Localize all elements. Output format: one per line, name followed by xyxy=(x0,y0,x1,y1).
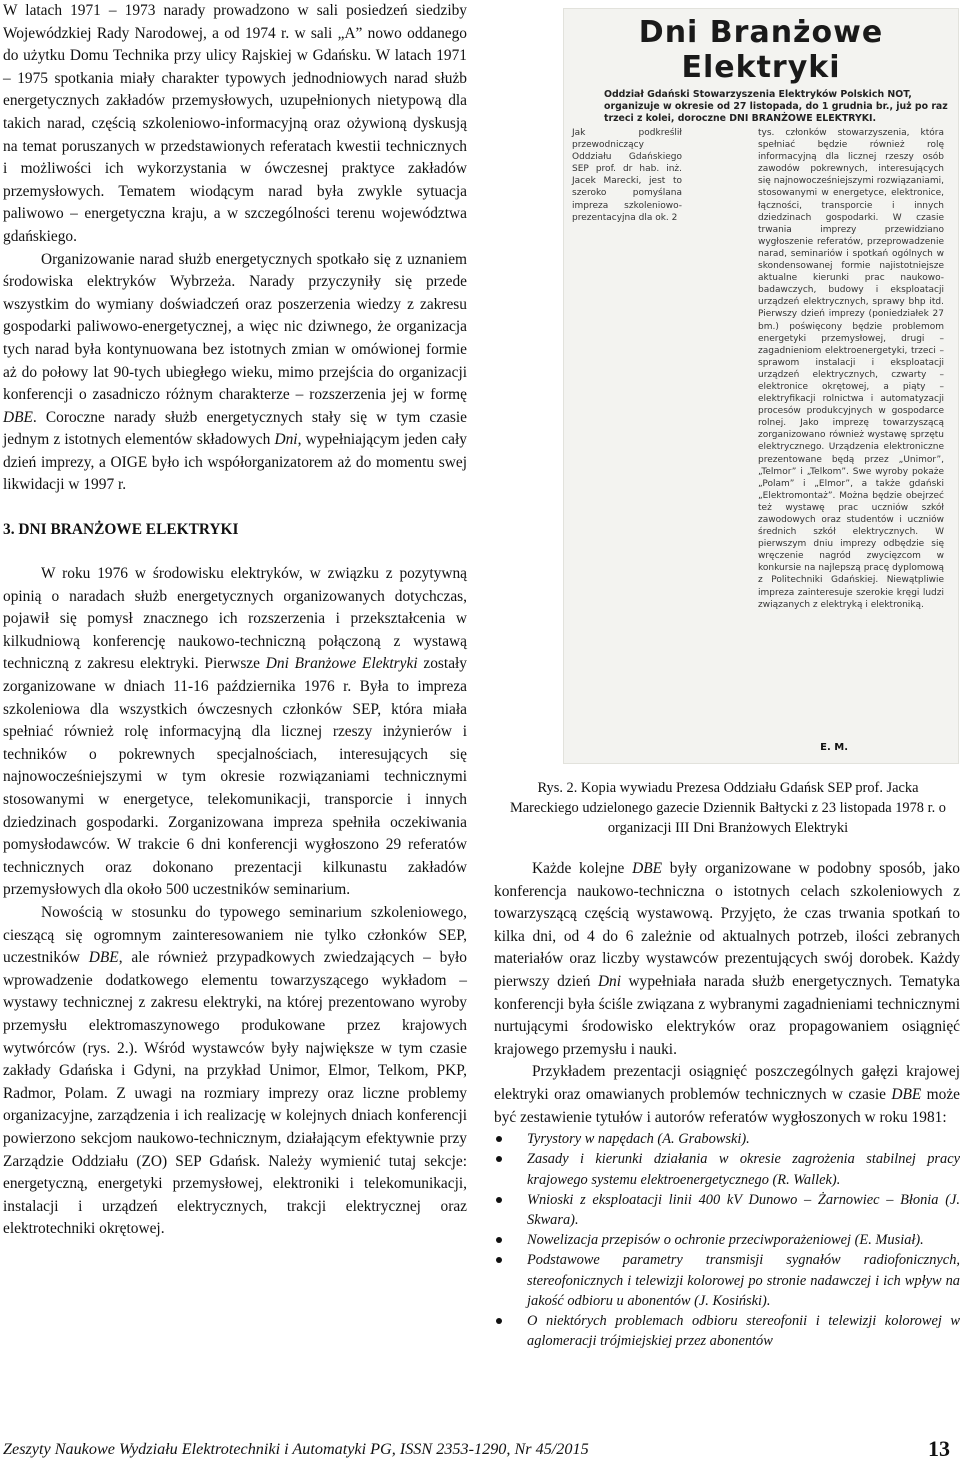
list-item-text: Podstawowe parametry transmisji sygnałów radiofonicznych, stereofonicznych i telewizji kolorowej po stronie nadawczej i ich wpływ na jakość odbioru u abonentów (J. Kosiński). xyxy=(527,1252,960,1309)
newspaper-clipping xyxy=(563,8,959,764)
bullet-list xyxy=(494,1129,960,1351)
paragraph-text: . Coroczne narady służb energetycznych stały się w tym czasie jednym z istotnych elementów składowych xyxy=(3,408,467,449)
paragraph-text: wypełniała narada służb energetycznych. Tematyka konferencji była ściśle związana z wybranymi zagadnieniami technicznymi nurtującymi środowisko elektryków oraz propagowaniem osiągnięć krajowego przemysłu i nauki. xyxy=(494,972,960,1058)
clipping-column-b: tys. członków stowarzyszenia, która spełniać będzie również rolę informacyjną dla licznej rzeszy osób zawodów pokrewnych, interesujących się najnowocześniejszymi rozwiązaniami, stosowanymi w energetyce, elektronice, łączności, transporcie i innych dziedzinach gospodarki. W czasie trwania imprezy przewidziano wygłoszenie referatów, przeprowadzenie narad, seminariów i spotkań ogólnych w skondensowanej formie najistotniejsze aktualne kierunki prac naukowo-badawczych, budowy i eksploatacji urządzeń elektrycznych, sprawy bhp itd. Pierwszy dzień imprezy (poniedziałek 27 bm.) poświęcony będzie problemom energetyki przemysłowej, drugi – zagadnieniom elektroenergetyki, trzeci – sprawom instalacji i eksploatacji urządzeń elektrycznych, czwarty – elektronice okrętowej, a piąty – elektryfikacji rolnictwa i automatyzacji procesów produkcyjnych w gospodarce rolnej. Jako imprezę towarzyszącą zorganizowano również wystawę sprzętu elektrycznego. Urządzenia elektroniczne prezentowane będą przez „Unimor”, „Telmor” i „Telkom”. Swe wyroby pokaże „Polam” i „Elmor”, a także gdański „Elektromontaż”. Można będzie obejrzeć też wystawę prac uczniów szkół zawodowych oraz studentów i uczniów średnich szkół elektrycznych. W pierwszym dniu imprezy odbędzie się wręczenie nagród zwycięzcom w konkursie na najlepszą pracę dyplomową z Politechniki Gdańskiej. Niewątpliwie impreza zainteresuje szerokie kręgi ludzi związanych z elektryką i elektroniką. xyxy=(758,128,944,610)
bullet-icon xyxy=(496,1257,502,1263)
list-item xyxy=(494,1311,960,1351)
paragraph-text: może być zestawienie tytułów i autorów referatów wygłoszonych w roku 1981: xyxy=(494,1085,960,1126)
paragraph-text: Przykładem prezentacji osiągnięć poszczególnych gałęzi krajowej elektryki oraz omawianych problemów technicznych w czasie xyxy=(494,1063,960,1103)
emphasis: Dni xyxy=(597,972,622,990)
list-item-text: O niektórych problemach odbioru stereofonii i telewizji kolorowej w aglomeracji trójmiejskiej przez abonentów xyxy=(527,1312,960,1350)
clipping-column-a: Jak podkreślił przewodniczący Oddziału Gdańskiego SEP prof. dr hab. inż. Jacek Marecki, jest to szeroko pomyślana impreza szkoleniowo-prezentacyjna dla ok. 2 xyxy=(572,128,682,223)
emphasis: DBE xyxy=(88,949,119,967)
bullet-icon xyxy=(496,1156,502,1162)
paragraph-text: Nowością w stosunku do typowego seminarium szkoleniowego, cieszącą się ogromnym zainteresowaniem nie tylko członków SEP, uczestników xyxy=(3,903,467,967)
list-item xyxy=(494,1230,960,1250)
bullet-icon xyxy=(496,1136,502,1142)
section-heading: 3. DNI BRANŻOWE ELEKTRYKI xyxy=(3,521,239,539)
list-item-text: Wnioski z eksploatacji linii 400 kV Dunowo – Żarnowiec – Błonia (J. Skwara). xyxy=(527,1191,960,1228)
paragraph-text: , ale również przypadkowych zwiedzających – było wprowadzenie dodatkowego elementu towarzyszącego wykładom – wystawy technicznej z zakresu elektryki, na której prezentowano wyroby przemysłu elektromaszynowego produkowane przez krajowych wytwórców (rys. 2.). Wśród wystawców były największe w tym czasie zakłady Gdańska i Gdyni, na przykład Unimor, Elmor, Telkom, PKP, Radmor, Polam. Z uwagi na rozmiary imprezy oraz liczne problemy organizacyjne, zarządzenia i ich realizację w kolejnych dniach konferencji powierzono sekcjom naukowo-technicznym, działającym efektywnie przy Zarządzie Oddziału (ZO) SEP Gdańsk. Należy wymienić tutaj sekcje: energetyczną, energetyki przemysłowej, elektroniki i telekomunikacji, instalacji i urządzeń elektrycznych, trakcji elektrycznej oraz elektrotechniki okrętowej. xyxy=(3,949,467,1238)
list-item-text: Zasady i kierunki działania w okresie zagrożenia stabilnej pracy krajowego systemu elektroenergetycznego (R. Wallek). xyxy=(527,1151,960,1188)
list-item xyxy=(494,1250,960,1311)
paragraph xyxy=(3,902,467,1241)
paragraph xyxy=(3,0,467,249)
list-item-text: Nowelizacja przepisów o ochronie przeciwporażeniowej (E. Musiał). xyxy=(527,1232,924,1249)
paragraph xyxy=(3,563,467,902)
paragraph-text: W latach 1971 – 1973 narady prowadzono w sali posiedzeń siedziby Wojewódzkiej Rady Narodowej, a od 1974 r. w sali „A” nowo oddanego do użytku Domu Technika przy ulicy Rajskiej w Gdańsku. W latach 1971 – 1975 spotkania miały charakter typowych jednodniowych narad służb energetycznych zakładów przemysłowych, uzupełnionych nietypową dla takich narad, częścią szkoleniowo-informacyjną oraz ożywioną dyskusją na temat poruszanych w przedstawionych referatach kwestii technicznych i możliwości ich wykorzystania w ówczesnej praktyce zakładów przemysłowych. Tematem wiodącym narad była zwykle sytuacja paliwowo – energetyczna kraju, a w szczególności terenu województwa gdańskiego. xyxy=(3,2,467,245)
list-item xyxy=(494,1190,960,1230)
page-number: 13 xyxy=(928,1436,950,1461)
emphasis: DBE xyxy=(891,1085,922,1103)
figure-caption: Rys. 2. Kopia wywiadu Prezesa Oddziału Gdańsk SEP prof. Jacka Mareckiego udzielonego gazecie Dziennik Bałtycki z 23 listopada 1978 r. o organizacji III Dni Branżowych Elektryki xyxy=(510,780,946,836)
paragraph-text: Organizowanie narad służb energetycznych spotkało się z uznaniem środowiska elektryków Wybrzeża. Narady przyczyniły się przede wszystkim do wymiany doświadczeń oraz poszerzenia wiedzy z zakresu gospodarki paliwowo-energetycznej, a więc nic dziwnego, że organizacja tych narad była kontynuowana bez istotnych zmian w omówionej formie aż do połowy lat 90-tych ubiegłego wieku, mimo przejścia do organizacji konferencji o zasadniczo różnym charakterze – rozszerzenia jej w formę xyxy=(3,250,467,404)
left-column xyxy=(3,0,467,1241)
right-column xyxy=(494,858,960,1351)
paragraph-text: były organizowane w podobny sposób, jako konferencja naukowo-techniczna o istotnych celach szkoleniowych z towarzyszącą częścią wystawową. Przyjęto, że czas trwania spotkań to kilka dni, od 4 do 6 zależnie od aktualnych potrzeb, ilości zebranych materiałów oraz liczby wystawców prezentujących swój dorobek. Każdy pierwszy dzień xyxy=(494,860,960,990)
emphasis: DBE xyxy=(632,860,663,877)
clipping-signature: E. M. xyxy=(820,742,848,753)
list-item-text: Tyrystory w napędach (A. Grabowski). xyxy=(527,1131,750,1148)
paragraph xyxy=(3,249,467,498)
paragraph-text: zostały zorganizowane w dniach 11-16 października 1976 r. Była to impreza szkoleniowa dla wszystkich ówczesnych członków SEP, która miała spełniać również rolę informacyjną dla licznej rzeszy inżynierów i techników o pokrewnych specjalnościach, interesujących się najnowocześniejszymi w tym okresie rozwiązaniami technicznymi stosowanymi w energetyce, telekomunikacji, transporcie i innych dziedzinach gospodarki. Zorganizowana impreza spełniła oczekiwania pomysłodawców. W trakcie 6 dni konferencji wygłoszono 29 referatów technicznych oraz dokonano prezentacji kilkunastu zakładów przemysłowych dla około 500 uczestników seminarium. xyxy=(3,655,467,899)
list-item xyxy=(494,1129,960,1149)
paragraph xyxy=(494,858,960,1061)
emphasis: DBE xyxy=(3,408,33,426)
paragraph-text: W roku 1976 w środowisku elektryków, w związku z pozytywną opinią o naradach służb energetycznych organizowanych dotychczas, pojawił się pomysł znacznego ich rozszerzenia i przekształcenia w kilkudniową konferencję naukowo-techniczną połączoną z wystawą techniczną z zakresu elektryki. Pierwsze xyxy=(3,565,467,673)
bullet-icon xyxy=(496,1197,502,1203)
clipping-title: Dni Branżowe Elektryki xyxy=(638,15,884,85)
paragraph-text: , wypełniającym jeden cały dzień imprezy, a OIGE było ich współorganizatorem aż do momentu swej likwidacji w 1997 r. xyxy=(3,431,467,494)
emphasis: Dni Branżowe Elektryki xyxy=(265,655,418,673)
list-item xyxy=(494,1149,960,1189)
clipping-columns xyxy=(564,127,958,747)
emphasis: Dni xyxy=(274,431,298,449)
bullet-icon xyxy=(496,1318,502,1324)
paragraph-text: Każde kolejne xyxy=(532,860,633,877)
page-footer xyxy=(3,1436,960,1462)
bullet-icon xyxy=(496,1237,502,1243)
clipping-lead: Oddział Gdański Stowarzyszenia Elektryków Polskich NOT, organizuje w okresie od 27 listopada, do 1 grudnia br., już po raz trzeci z kolei, doroczne DNI BRANŻOWE ELEKTRYKI. xyxy=(604,89,948,124)
journal-reference: Zeszyty Naukowe Wydziału Elektrotechniki i Automatyki PG, ISSN 2353-1290, Nr 45/2015 xyxy=(3,1440,589,1458)
paragraph xyxy=(494,1061,960,1129)
